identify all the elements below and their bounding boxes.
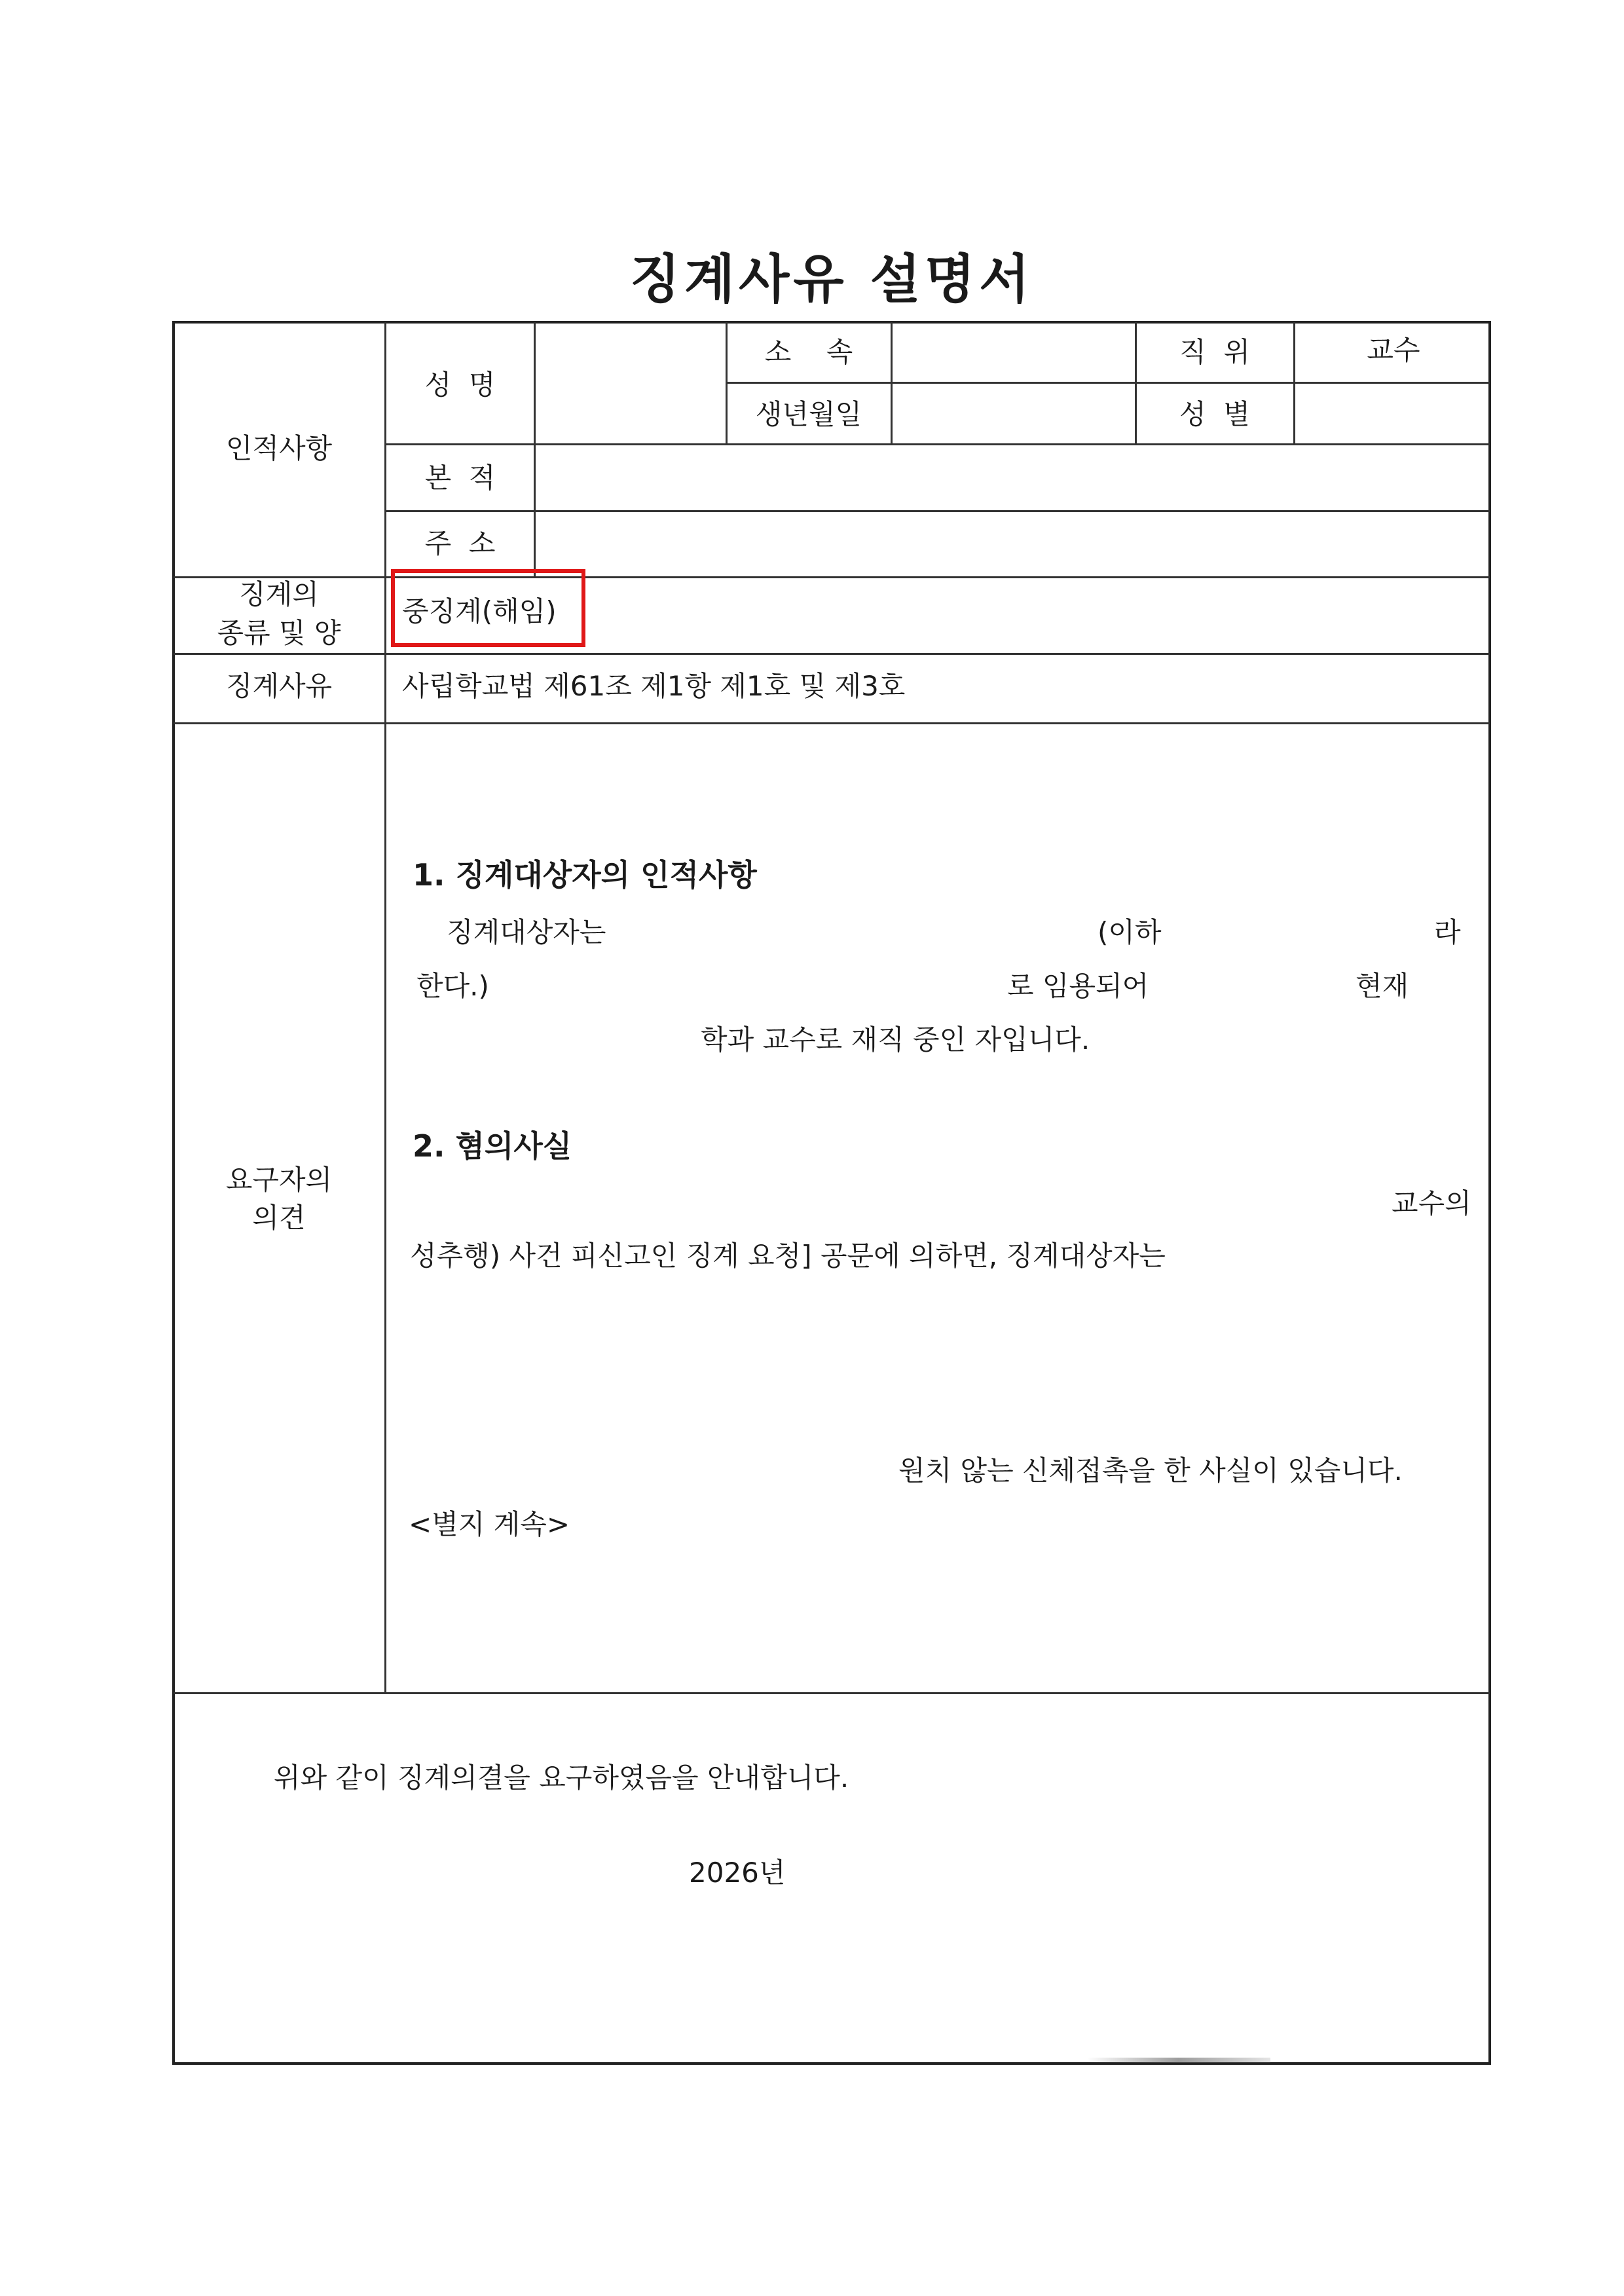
section1-line1-a: 징계대상자는 [447, 916, 606, 948]
position-label: 직 위 [1179, 336, 1250, 368]
gender-label: 성 별 [1179, 398, 1250, 430]
discipline-type-label-line1: 징계의 [239, 578, 319, 610]
position-value: 교수 [1367, 334, 1420, 366]
scan-smudge [1087, 2058, 1270, 2063]
row-line [174, 1692, 1490, 1694]
section2-line1: 교수의 [1392, 1187, 1471, 1219]
row-line [174, 653, 1490, 655]
address-label: 주 소 [424, 527, 496, 559]
affiliation-label: 소 속 [764, 336, 853, 368]
section1-heading: 1. 징계대상자의 인적사항 [413, 857, 757, 893]
section1-line1-c: 라 [1434, 916, 1461, 948]
col-line [534, 322, 536, 576]
personal-section-label: 인적사항 [225, 432, 333, 464]
section1-line2-a: 한다.) [416, 970, 489, 1002]
row-line [386, 510, 1490, 512]
row-line [727, 382, 1490, 384]
col-line [891, 322, 893, 445]
name-label: 성 명 [424, 369, 496, 401]
section2-heading: 2. 혐의사실 [413, 1128, 572, 1164]
section1-line2-b: 로 임용되어 [1007, 970, 1149, 1002]
opinion-label-line1: 요구자의 [225, 1164, 333, 1196]
domicile-label: 본 적 [424, 462, 496, 494]
continued-note: <별지 계속> [409, 1508, 570, 1540]
birthdate-label: 생년월일 [755, 398, 862, 430]
discipline-reason-label: 징계사유 [225, 670, 333, 702]
row-line [174, 722, 1490, 724]
discipline-type-value: 중징계(해임) [402, 595, 557, 627]
section1-line2-c: 현재 [1356, 970, 1409, 1002]
discipline-type-label-line2: 종류 및 양 [217, 617, 341, 649]
section2-line3: 원치 않는 신체접촉을 한 사실이 있습니다. [898, 1454, 1403, 1487]
section2-line2: 성추행) 사건 피신고인 징계 요청] 공문에 의하면, 징계대상자는 [410, 1240, 1166, 1272]
opinion-label-line2: 의견 [252, 1202, 306, 1234]
footer-notice: 위와 같이 징계의결을 요구하였음을 안내합니다. [274, 1762, 849, 1794]
section1-line3: 학과 교수로 재직 중인 자입니다. [701, 1024, 1090, 1056]
discipline-reason-value: 사립학교법 제61조 제1항 제1호 및 제3호 [402, 670, 906, 702]
footer-year: 2026년 [689, 1857, 786, 1889]
row-line [386, 443, 1490, 445]
document-title: 징계사유 설명서 [629, 249, 1034, 310]
section1-line1-b: (이하 [1098, 916, 1162, 948]
